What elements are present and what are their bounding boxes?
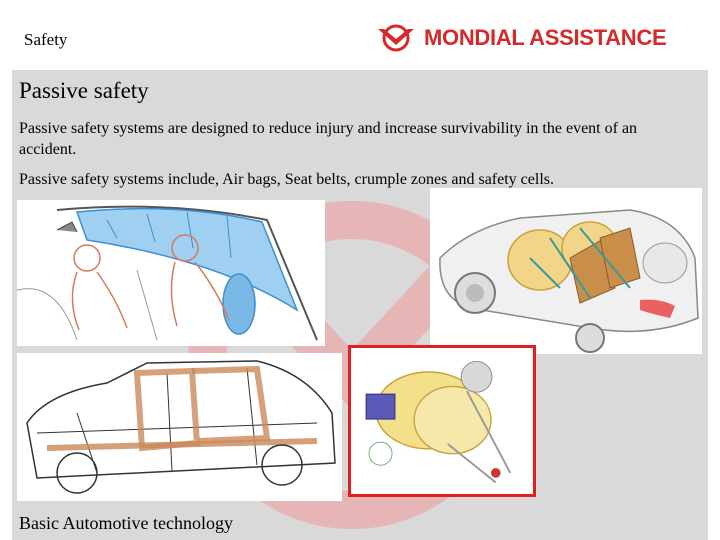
- header-title: Safety: [24, 30, 68, 49]
- car-cutaway-illustration: [430, 188, 702, 354]
- safety-cell-illustration: [17, 353, 342, 501]
- slide-footer: Basic Automotive technology: [19, 513, 233, 533]
- logo-emblem-icon: [376, 23, 416, 53]
- slide-paragraph-1: Passive safety systems are designed to reduce injury and increase survivability in the event of an accident.: [19, 120, 638, 158]
- slide-heading: Passive safety: [19, 78, 149, 103]
- airbag-closeup-illustration: [348, 345, 536, 497]
- airbag-cabin-illustration: [17, 200, 325, 346]
- slide-paragraph-2: Passive safety systems include, Air bags, Seat belts, crumple zones and safety cells.: [19, 171, 554, 188]
- logo-text: MONDIAL ASSISTANCE: [424, 25, 667, 50]
- mondial-assistance-logo: [376, 20, 666, 56]
- content-panel: [12, 70, 708, 540]
